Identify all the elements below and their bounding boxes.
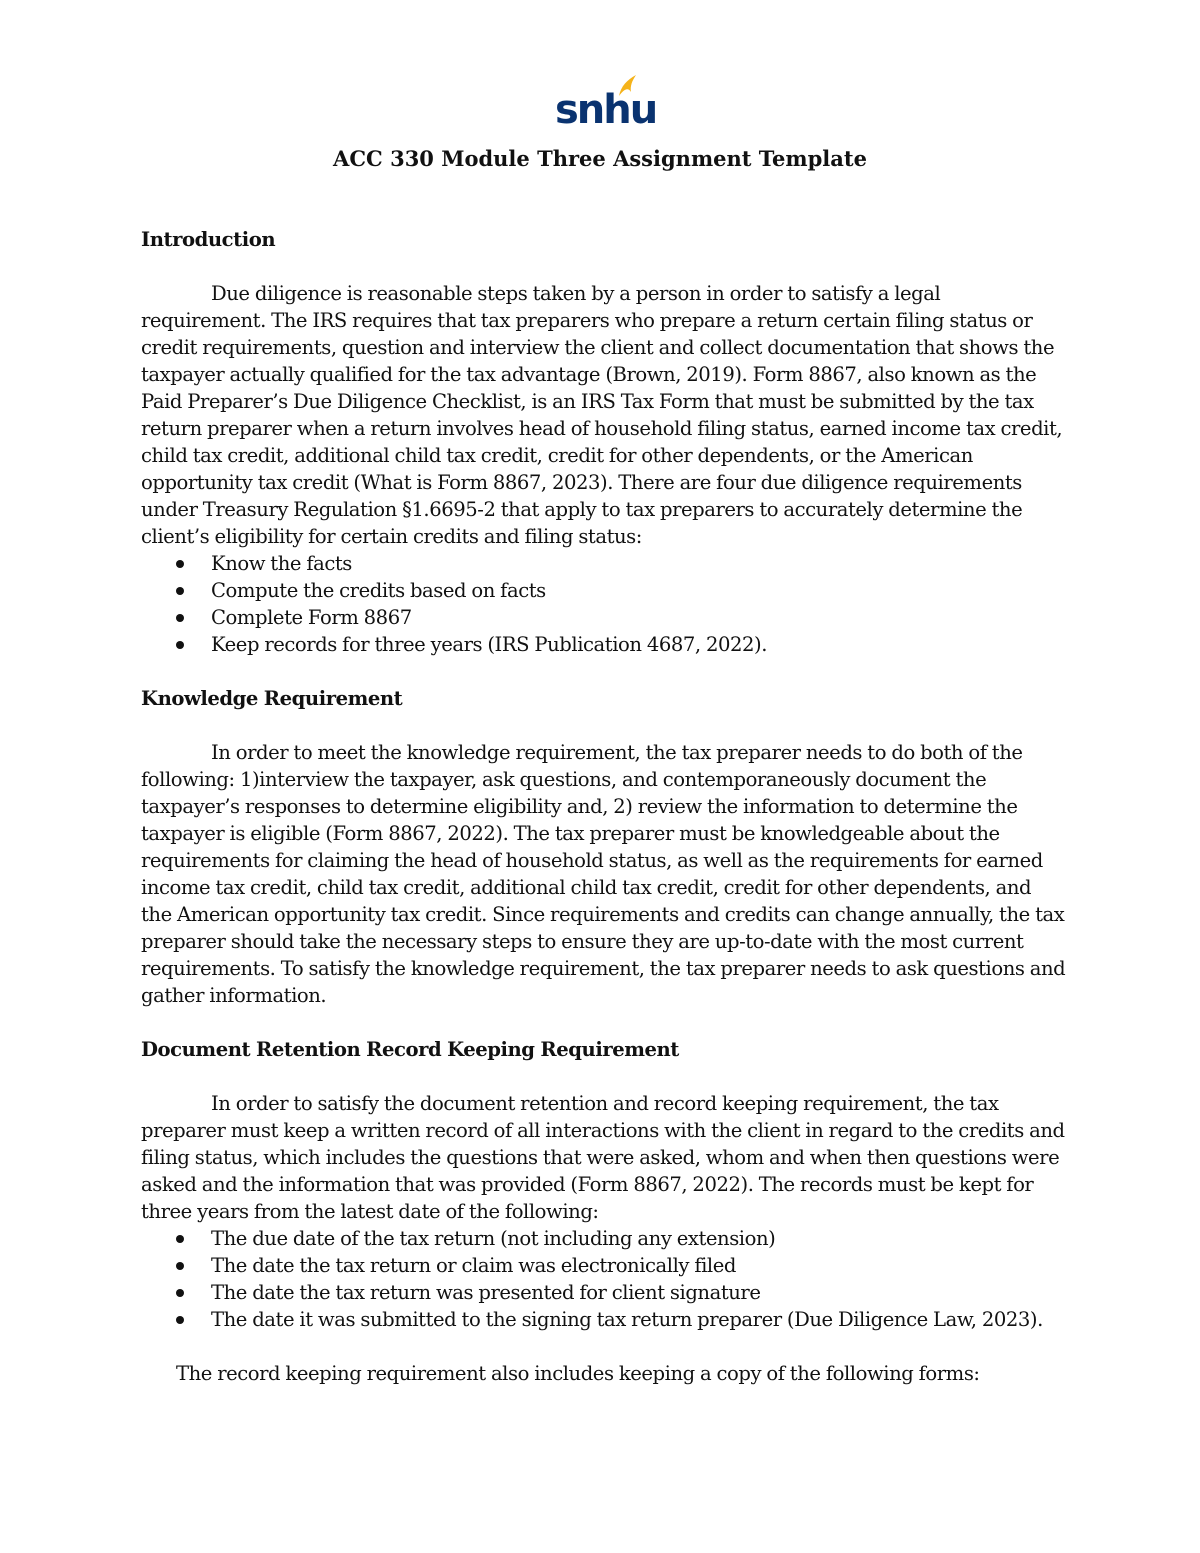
spacer — [141, 1333, 1066, 1360]
list-item — [141, 1252, 1066, 1279]
spacer — [141, 1063, 1066, 1090]
list-item-text: The due date of the tax return (not including any extension) — [211, 1227, 776, 1250]
list-item-text: The date it was submitted to the signing tax return preparer (Due Diligence Law, 2023). — [211, 1308, 1043, 1331]
list-item-text: Complete Form 8867 — [211, 606, 412, 629]
spacer — [141, 712, 1066, 739]
list-item — [141, 604, 1066, 631]
bullet-icon — [176, 587, 184, 595]
knowledge-paragraph: In order to meet the knowledge requirement, the tax preparer needs to do both of the following: 1)interview the taxpayer, ask questions, and contemporaneously document the taxpayer’s responses to determine eligibility and, 2) review the information to determine the taxpayer is eligible (Form 8867, 2022). The tax preparer must be knowledgeable about the requirements for claiming the head of household status, as well as the requirements for earned income tax credit, child tax credit, additional child tax credit, credit for other dependents, and the American opportunity tax credit. Since requirements and credits can change annually, the tax preparer should take the necessary steps to ensure they are up-to-date with the most current requirements. To satisfy the knowledge requirement, the tax preparer needs to ask questions and gather information. — [141, 741, 1066, 1007]
introduction-heading: Introduction — [141, 228, 276, 251]
spacer — [141, 658, 1066, 685]
list-item-text: The date the tax return was presented for client signature — [211, 1281, 761, 1304]
flame-icon — [617, 74, 637, 98]
bullet-icon — [176, 614, 184, 622]
retention-closing-paragraph: The record keeping requirement also includes keeping a copy of the following forms: — [176, 1362, 980, 1385]
retention-bullet-list — [141, 1225, 1066, 1333]
list-item — [141, 577, 1066, 604]
knowledge-heading: Knowledge Requirement — [141, 687, 403, 710]
snhu-logo — [555, 74, 657, 134]
bullet-icon — [176, 1235, 184, 1243]
spacer — [141, 1009, 1066, 1036]
bullet-icon — [176, 641, 184, 649]
list-item-text: Compute the credits based on facts — [211, 579, 546, 602]
list-item — [141, 1279, 1066, 1306]
list-item — [141, 1306, 1066, 1333]
bullet-icon — [176, 560, 184, 568]
list-item-text: Know the facts — [211, 552, 352, 575]
list-item-text: The date the tax return or claim was electronically filed — [211, 1254, 736, 1277]
retention-paragraph: In order to satisfy the document retention and record keeping requirement, the tax preparer must keep a written record of all interactions with the client in regard to the credits and filing status, which includes the questions that were asked, whom and when then questions were asked and the information that was provided (Form 8867, 2022). The records must be kept for three years from the latest date of the following: — [141, 1092, 1065, 1223]
introduction-bullet-list — [141, 550, 1066, 658]
list-item-text: Keep records for three years (IRS Publication 4687, 2022). — [211, 633, 767, 656]
list-item — [141, 631, 1066, 658]
flame-shape — [619, 75, 636, 96]
list-item — [141, 550, 1066, 577]
page-title: ACC 330 Module Three Assignment Template — [333, 146, 867, 171]
spacer — [141, 253, 1066, 280]
bullet-icon — [176, 1289, 184, 1297]
introduction-paragraph: Due diligence is reasonable steps taken by a person in order to satisfy a legal requirement. The IRS requires that tax preparers who prepare a return certain filing status or credit requirements, question and interview the client and collect documentation that shows the taxpayer actually qualified for the tax advantage (Brown, 2019). Form 8867, also known as the Paid Preparer’s Due Diligence Checklist, is an IRS Tax Form that must be submitted by the tax return preparer when a return involves head of household filing status, earned income tax credit, child tax credit, additional child tax credit, credit for other dependents, or the American opportunity tax credit (What is Form 8867, 2023). There are four due diligence requirements under Treasury Regulation §1.6695-2 that apply to tax preparers to accurately determine the client’s eligibility for certain credits and filing status: — [141, 282, 1063, 548]
list-item — [141, 1225, 1066, 1252]
retention-heading: Document Retention Record Keeping Requirement — [141, 1038, 679, 1061]
logo-wordmark: snhu — [555, 87, 657, 133]
bullet-icon — [176, 1316, 184, 1324]
bullet-icon — [176, 1262, 184, 1270]
document-body — [141, 226, 1066, 1387]
